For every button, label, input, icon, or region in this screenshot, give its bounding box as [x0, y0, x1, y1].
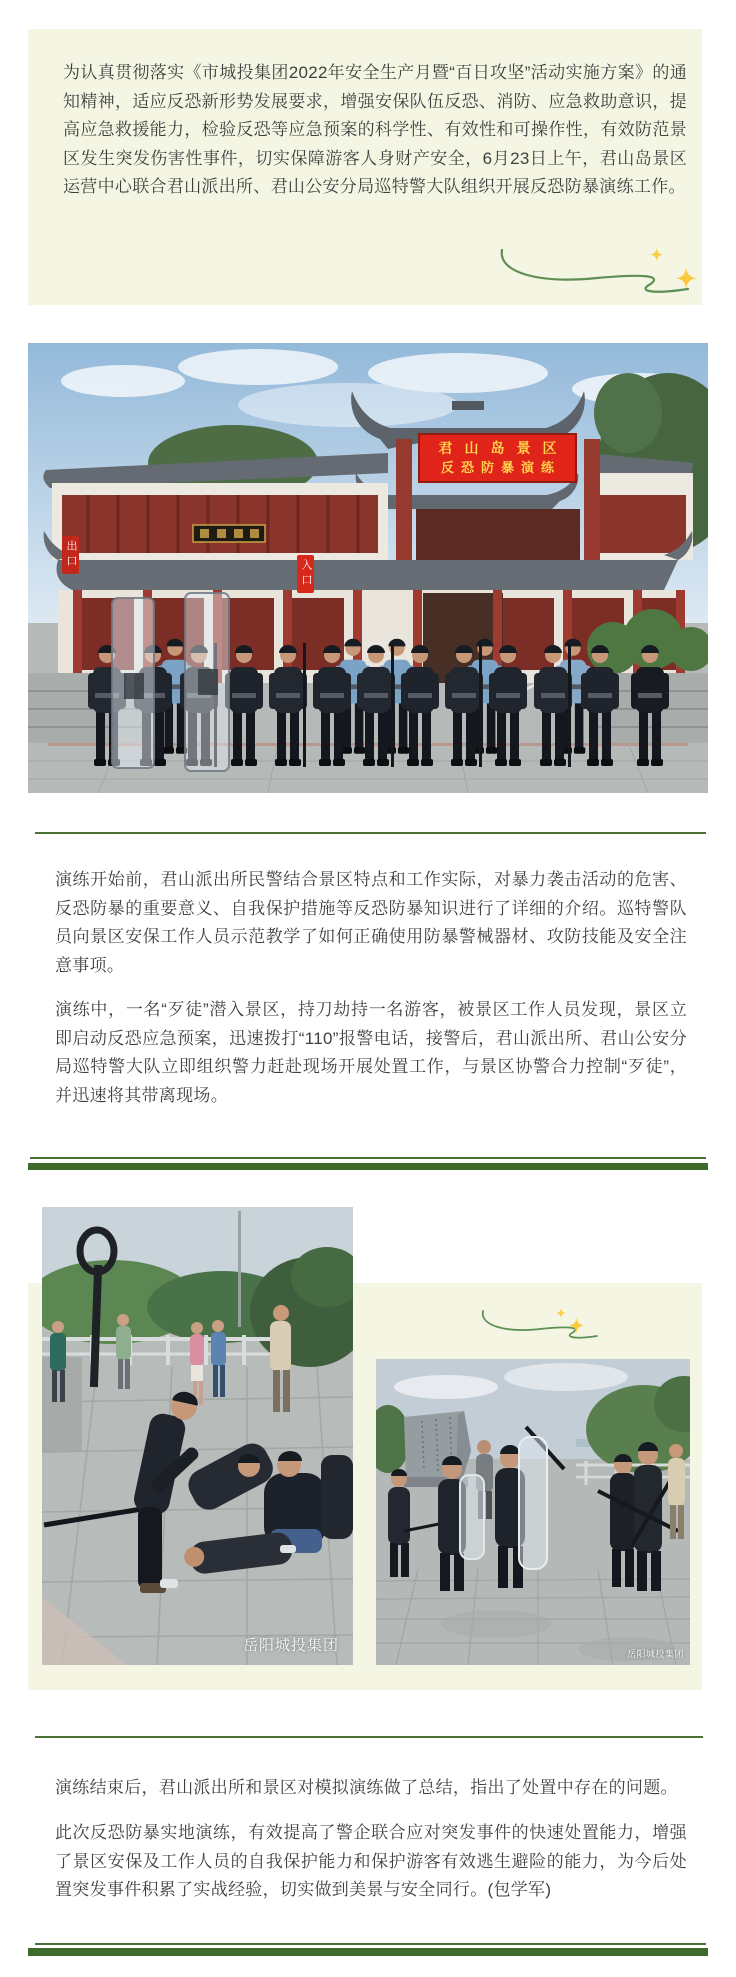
sparkle-icon: [650, 248, 663, 261]
gate-plaque: [193, 525, 265, 542]
led-sign-line1: 君山岛景区: [438, 440, 569, 457]
swoosh-icon: [502, 250, 688, 292]
officer-kneeling: [321, 1455, 353, 1539]
sparkle-icon: [676, 268, 696, 288]
paragraph-briefing: 演练开始前，君山派出所民警结合景区特点和工作实际，对暴力袭击活动的危害、反恐防暴的重要意义、自我保护措施等反恐防暴知识进行了详细的介绍。巡特警队员向景区安保工作人员示范教学了如何正确使用防暴警械器材、攻防技能及安全注意事项。: [55, 870, 687, 975]
lower-roof: [57, 560, 678, 590]
section-divider-thick: [28, 1948, 708, 1956]
section-divider-thick: [28, 1163, 708, 1170]
paragraph-conclusion: 此次反恐防暴实地演练，有效提高了警企联合应对突发事件的快速处置能力，增强了景区安保及工作人员的自我保护能力和保护游客有效逃生避险的能力，为今后处置突发事件积累了实战经验，切实做到美景与安全同行。(包学军): [55, 1823, 687, 1899]
swoosh-sparkle-decoration: [476, 1306, 606, 1348]
photo-gate-formation: [28, 343, 708, 793]
entrance-sign: 入口: [297, 555, 314, 593]
swoosh-sparkle-decoration: [492, 242, 704, 304]
led-sign-line2: 反恐防暴演练: [440, 460, 561, 476]
stone-monument: [404, 1411, 471, 1487]
photo-confrontation: [376, 1359, 690, 1665]
lattice-band: [62, 495, 378, 553]
led-sign: [418, 433, 577, 483]
flag-pole: [238, 1211, 241, 1327]
paragraph-drill: 演练中，一名“歹徒”潜入景区，持刀劫持一名游客，被景区工作人员发现，景区立即启动反恐应急预案，迅速拨打“110”报警电话，接警后，君山派出所、君山公安分局巡特警大队立即组织警力赶赴现场开展处置工作，与景区协警合力控制“歹徒”，并迅速将其带离现场。: [55, 1000, 687, 1105]
paragraph-summary: 演练结束后，君山派出所和景区对模拟演练做了总结，指出了处置中存在的问题。: [55, 1778, 678, 1797]
paragraph-intro: 为认真贯彻落实《市城投集团2022年安全生产月暨“百日攻坚”活动实施方案》的通知精神，适应反恐新形势发展要求，增强安保队伍反恐、消防、应急救助意识，提高应急救援能力，检验反恐等应急预案的科学性、有效性和可操作性，有效防范景区发生突发伤害性事件，切实保障游客人身财产安全，6月23日上午，君山岛景区运营中心联合君山派出所、君山公安分局巡特警大队组织开展反恐防暴演练工作。: [63, 63, 687, 196]
sparkle-icon: [556, 1308, 566, 1318]
takedown-scene: [42, 1207, 353, 1665]
watermark: 岳阳城投集团: [626, 1649, 684, 1659]
section-divider-thin: [35, 832, 706, 834]
photo-takedown: [42, 1207, 353, 1665]
exit-sign: 出口: [62, 536, 79, 574]
section-divider-thin: [30, 1157, 706, 1159]
confrontation-scene: [376, 1359, 690, 1665]
watermark: 岳阳城投集团: [242, 1637, 339, 1654]
gate-scene: [28, 343, 708, 793]
section-divider-thin: [35, 1736, 703, 1738]
section-divider-thin: [35, 1943, 706, 1945]
sparkle-icon: [569, 1318, 584, 1333]
